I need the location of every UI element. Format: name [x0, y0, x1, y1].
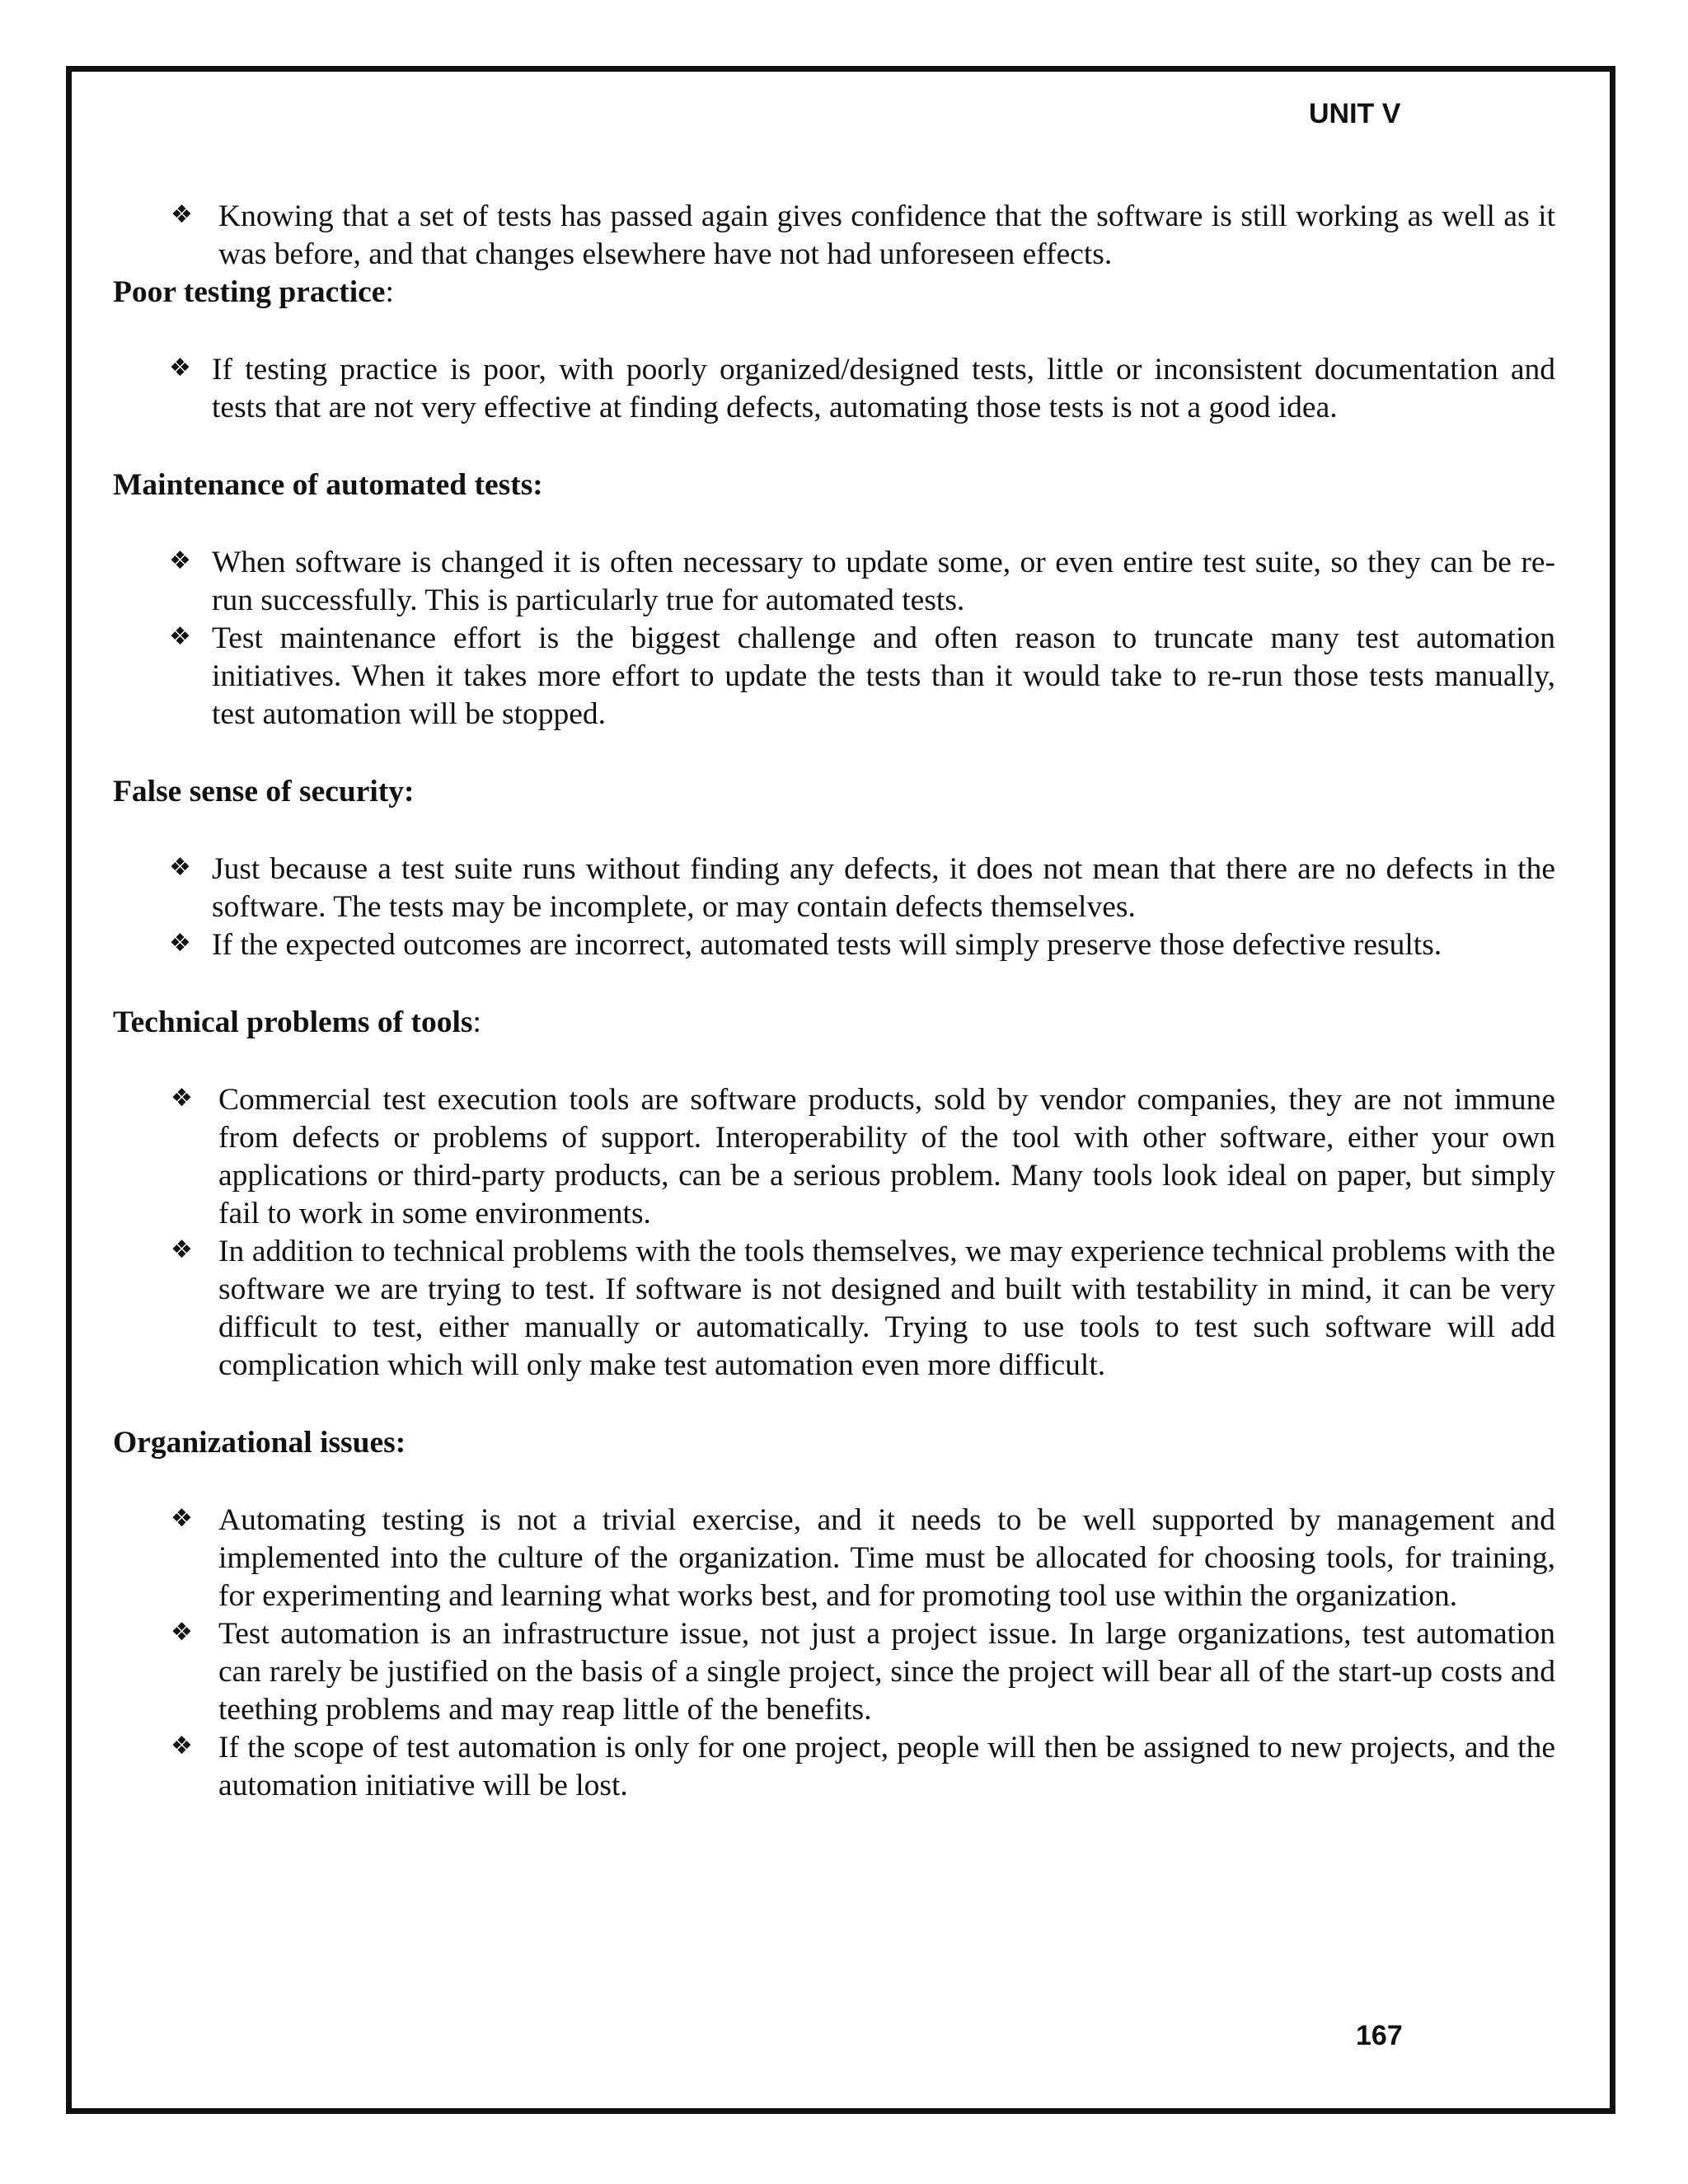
diamond-bullet-icon: ❖	[169, 546, 191, 575]
intro-list	[113, 198, 1580, 274]
section-technical-problems-of-tools	[113, 1004, 1580, 1385]
list-item	[113, 198, 1580, 274]
bullet-list	[113, 351, 1580, 427]
bullet-list	[113, 851, 1580, 964]
diamond-bullet-icon: ❖	[169, 354, 191, 382]
section-heading: Poor testing practice:	[113, 275, 394, 309]
bullet-list	[113, 1502, 1580, 1805]
list-item	[113, 351, 1580, 427]
diamond-bullet-icon: ❖	[171, 1732, 193, 1760]
diamond-bullet-icon: ❖	[169, 622, 191, 651]
section-false-sense-of-security	[113, 773, 1580, 964]
diamond-bullet-icon: ❖	[171, 200, 193, 229]
list-item	[113, 1081, 1580, 1233]
list-item-text: If testing practice is poor, with poorly organized/designed tests, little or inconsistent documentation and tests that are not very effective at finding defects, automating those tests is not a good idea.	[212, 353, 1555, 424]
list-item-text: If the scope of test automation is only for one project, people will then be assigned to new projects, and the automation initiative will be lost.	[218, 1731, 1555, 1802]
list-item-text: Just because a test suite runs without finding any defects, it does not mean that there are no defects in the software. The tests may be incomplete, or may contain defects themselves.	[212, 852, 1555, 924]
diamond-bullet-icon: ❖	[171, 1084, 193, 1113]
diamond-bullet-icon: ❖	[171, 1618, 193, 1647]
list-item	[113, 1729, 1580, 1805]
document-body	[113, 198, 1580, 1844]
list-item-text: Automating testing is not a trivial exercise, and it needs to be well supported by management and implemented into the culture of the organization. Time must be allocated for choosing tools, for training, for experimenting and learning what works best, and for promoting tool use within the organization.	[218, 1503, 1555, 1613]
diamond-bullet-icon: ❖	[169, 929, 191, 958]
section-heading: Technical problems of tools:	[113, 1005, 481, 1039]
bullet-list	[113, 544, 1580, 733]
section-heading: Organizational issues:	[113, 1426, 406, 1460]
section-maintenance-of-automated-tests	[113, 466, 1580, 733]
list-item	[113, 544, 1580, 620]
diamond-bullet-icon: ❖	[169, 853, 191, 882]
section-poor-testing-practice	[113, 274, 1580, 427]
section-organizational-issues	[113, 1424, 1580, 1805]
unit-header: UNIT V	[1309, 98, 1401, 129]
list-item	[113, 620, 1580, 733]
section-heading: Maintenance of automated tests:	[113, 468, 543, 502]
list-item	[113, 1615, 1580, 1729]
list-item-text: In addition to technical problems with the tools themselves, we may experience technical problems with the software we are trying to test. If software is not designed and built with testability in mind, it can be very difficult to test, either manually or automatically. Trying to use tools to test such software will add complication which will only make test automation even more difficult.	[218, 1235, 1555, 1382]
list-item	[113, 926, 1580, 964]
list-item-text: Test maintenance effort is the biggest challenge and often reason to truncate many test automation initiatives. When it takes more effort to update the tests than it would take to re-run those tests manually, test automation will be stopped.	[212, 621, 1555, 731]
diamond-bullet-icon: ❖	[171, 1504, 193, 1533]
list-item	[113, 1233, 1580, 1385]
list-item-text: Test automation is an infrastructure issue, not just a project issue. In large organizations, test automation can rarely be justified on the basis of a single project, since the project will bear all of the start-up costs and teething problems and may reap little of the benefits.	[218, 1617, 1555, 1727]
section-heading: False sense of security:	[113, 775, 415, 808]
bullet-list	[113, 1081, 1580, 1385]
list-item	[113, 1502, 1580, 1615]
list-item-text: If the expected outcomes are incorrect, automated tests will simply preserve those defective results.	[212, 928, 1442, 962]
list-item-text: Knowing that a set of tests has passed again gives confidence that the software is still working as well as it was before, and that changes elsewhere have not had unforeseen effects.	[218, 199, 1555, 271]
list-item-text: Commercial test execution tools are software products, sold by vendor companies, they are not immune from defects or problems of support. Interoperability of the tool with other software, either your own applications or third-party products, can be a serious problem. Many tools look ideal on paper, but simply fail to work in some environments.	[218, 1083, 1555, 1230]
diamond-bullet-icon: ❖	[171, 1235, 193, 1264]
list-item-text: When software is changed it is often necessary to update some, or even entire test suite, so they can be re-run successfully. This is particularly true for automated tests.	[212, 546, 1555, 617]
list-item	[113, 851, 1580, 926]
page-number: 167	[1356, 2020, 1403, 2051]
